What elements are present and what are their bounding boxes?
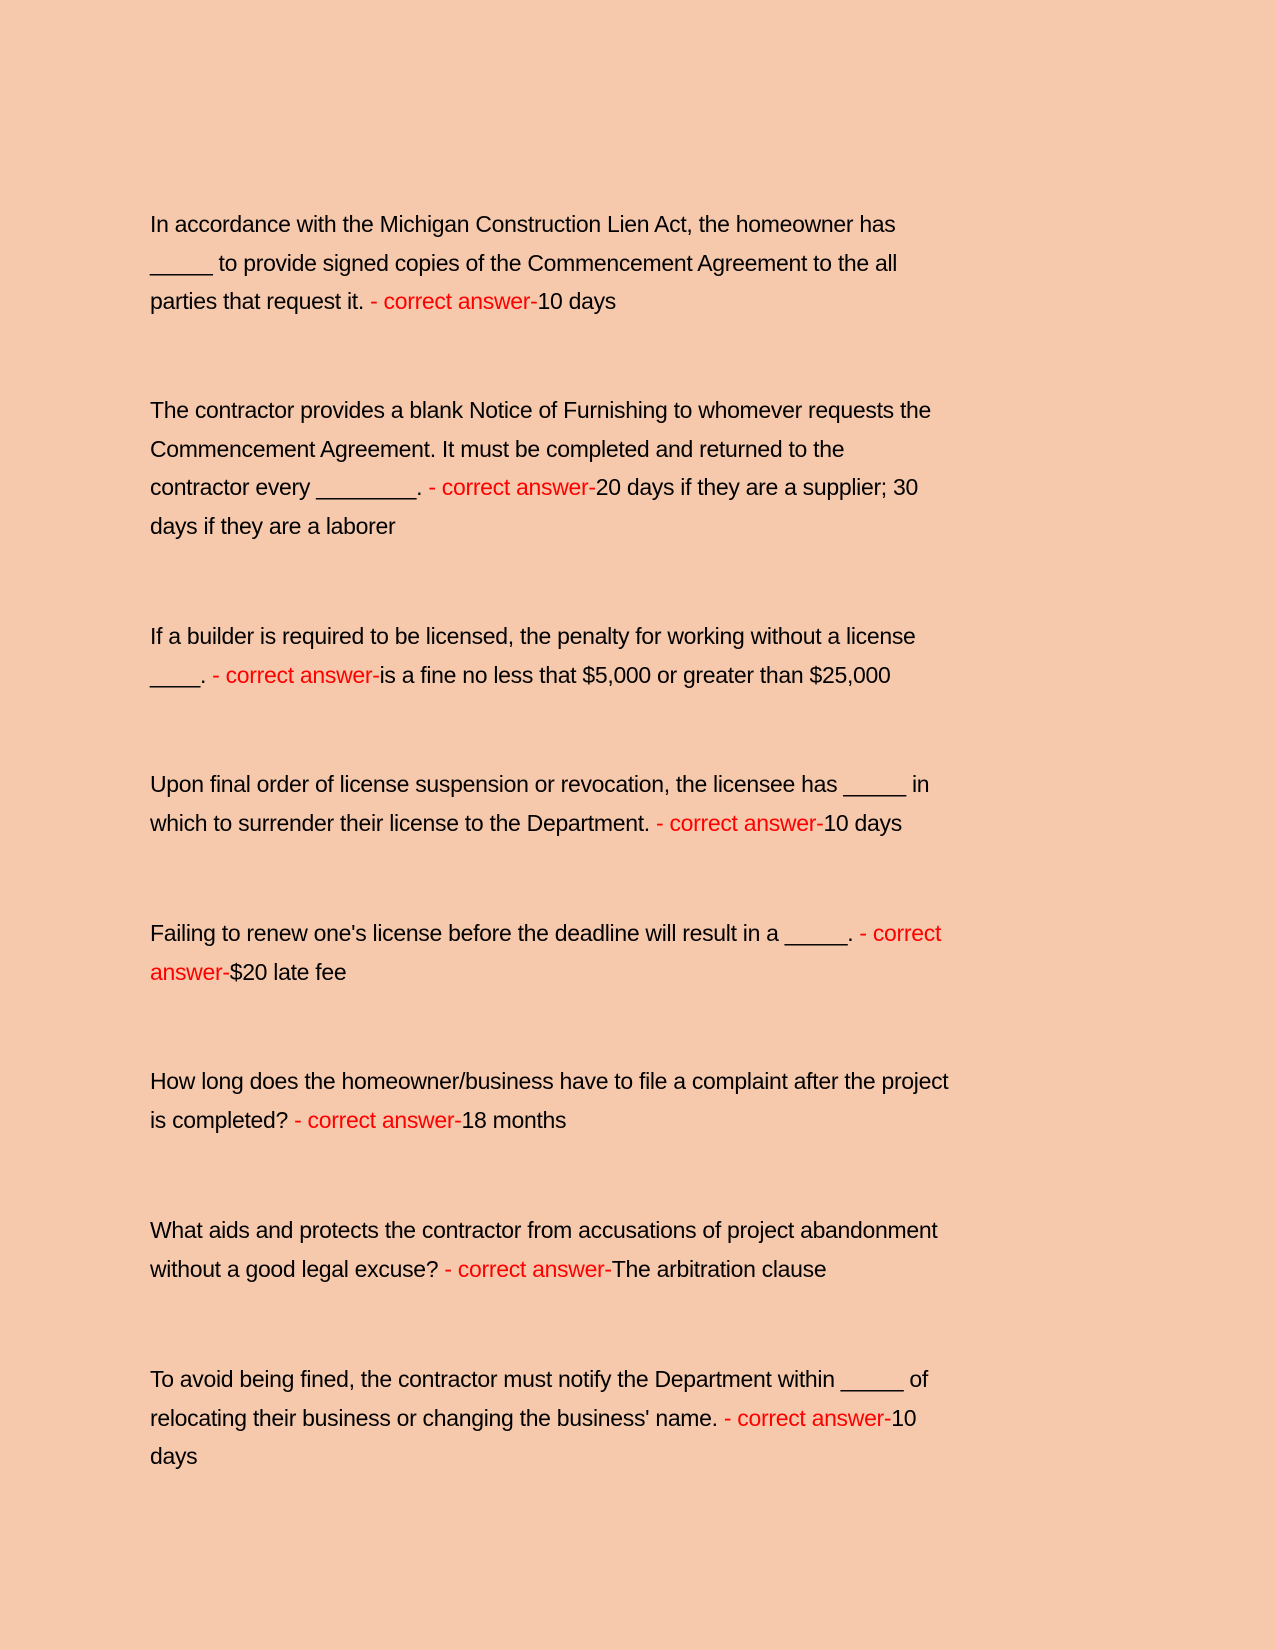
answer-text: 18 months xyxy=(461,1106,567,1133)
question-line: parties that request it. xyxy=(150,288,371,314)
answer-text: The arbitration clause xyxy=(611,1255,827,1282)
answer-label: - correct answer- xyxy=(656,809,824,836)
question-line: What aids and protects the contractor from accusations of project abandonment xyxy=(150,1217,938,1243)
question-line: If a builder is required to be licensed, the penalty for working without a license xyxy=(150,623,916,649)
question-line: Commencement Agreement. It must be completed and returned to the xyxy=(150,435,845,462)
qa-item-3 xyxy=(150,617,916,694)
question-line: _____ to provide signed copies of the Commencement Agreement to the all xyxy=(150,249,898,276)
answer-text: days if they are a laborer xyxy=(150,512,396,539)
question-line: contractor every ________. xyxy=(150,474,429,500)
question-line: In accordance with the Michigan Construction Lien Act, the homeowner has xyxy=(150,211,896,237)
answer-label: - correct xyxy=(859,920,942,946)
question-line: The contractor provides a blank Notice of Furnishing to whomever requests the xyxy=(150,397,932,423)
question-line: How long does the homeowner/business have to file a complaint after the project xyxy=(150,1068,949,1094)
qa-item-8 xyxy=(150,1360,928,1476)
answer-label: answer- xyxy=(150,958,230,985)
answer-label: - correct answer- xyxy=(444,1255,612,1282)
question-line: To avoid being fined, the contractor must notify the Department within _____ of xyxy=(150,1366,928,1392)
answer-label: - correct answer- xyxy=(723,1404,892,1431)
answer-label: - correct answer- xyxy=(370,288,538,314)
question-line: without a good legal excuse? xyxy=(150,1255,445,1282)
qa-item-6 xyxy=(150,1062,948,1139)
question-line: ____. xyxy=(150,661,213,688)
qa-item-4 xyxy=(150,765,929,842)
answer-label: - correct answer- xyxy=(428,474,596,500)
answer-label: - correct answer- xyxy=(294,1106,462,1133)
question-line: which to surrender their license to the Department. xyxy=(150,809,656,836)
question-line: Failing to renew one's license before the deadline will result in a _____. xyxy=(150,920,860,946)
question-line: relocating their business or changing the business' name. xyxy=(150,1404,724,1431)
qa-item-2 xyxy=(150,391,931,545)
answer-text: 10 days xyxy=(823,809,902,836)
answer-text: $20 late fee xyxy=(229,958,347,985)
qa-item-1 xyxy=(150,205,897,321)
answer-text: days xyxy=(150,1443,198,1469)
question-line: is completed? xyxy=(150,1106,295,1133)
question-line: Upon final order of license suspension or revocation, the licensee has _____ in xyxy=(150,771,930,797)
answer-label: - correct answer- xyxy=(212,661,380,688)
qa-item-7 xyxy=(150,1211,937,1288)
answer-text: 10 days xyxy=(537,288,616,314)
answer-text: 10 xyxy=(891,1404,917,1431)
answer-text: 20 days if they are a supplier; 30 xyxy=(595,474,918,500)
qa-item-5 xyxy=(150,914,941,991)
answer-text: is a fine no less that $5,000 or greater than $25,000 xyxy=(379,661,891,688)
